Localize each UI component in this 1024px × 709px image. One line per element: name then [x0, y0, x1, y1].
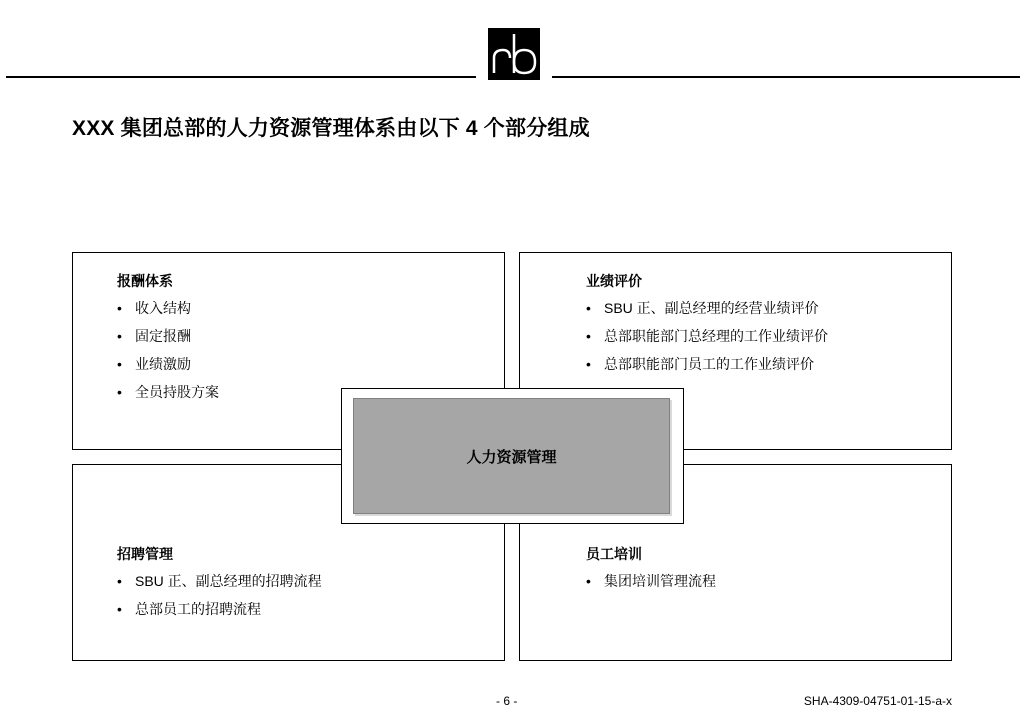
recruitment-heading: 招聘管理 — [117, 546, 173, 562]
list-item: • 固定报酬 — [117, 328, 191, 344]
list-item: • 集团培训管理流程 — [586, 573, 716, 589]
list-item: • 收入结构 — [117, 300, 191, 316]
training-heading: 员工培训 — [586, 546, 642, 562]
document-code: SHA-4309-04751-01-15-a-x — [803, 694, 952, 708]
compensation-heading: 报酬体系 — [117, 273, 173, 289]
header-rule-left — [6, 76, 476, 78]
list-item: • SBU 正、副总经理的招聘流程 — [117, 573, 322, 589]
recruitment-block — [117, 543, 322, 627]
list-item: • SBU 正、副总经理的经营业绩评价 — [586, 300, 819, 316]
list-item: • 总部职能部门员工的工作业绩评价 — [586, 356, 814, 372]
list-item: • 总部员工的招聘流程 — [117, 601, 261, 617]
header-rule-right — [552, 76, 1020, 78]
training-block — [586, 543, 716, 599]
list-item: • 业绩激励 — [117, 356, 191, 372]
compensation-block — [117, 270, 219, 410]
performance-block — [586, 270, 828, 382]
list-item: • 全员持股方案 — [117, 384, 219, 400]
list-item: • 总部职能部门总经理的工作业绩评价 — [586, 328, 828, 344]
rb-logo — [488, 28, 540, 80]
performance-heading: 业绩评价 — [586, 273, 642, 289]
center-hr-management-box: 人力资源管理 — [353, 398, 670, 514]
page-title: XXX 集团总部的人力资源管理体系由以下 4 个部分组成 — [72, 117, 590, 140]
page-number: - 6 - — [496, 694, 518, 708]
